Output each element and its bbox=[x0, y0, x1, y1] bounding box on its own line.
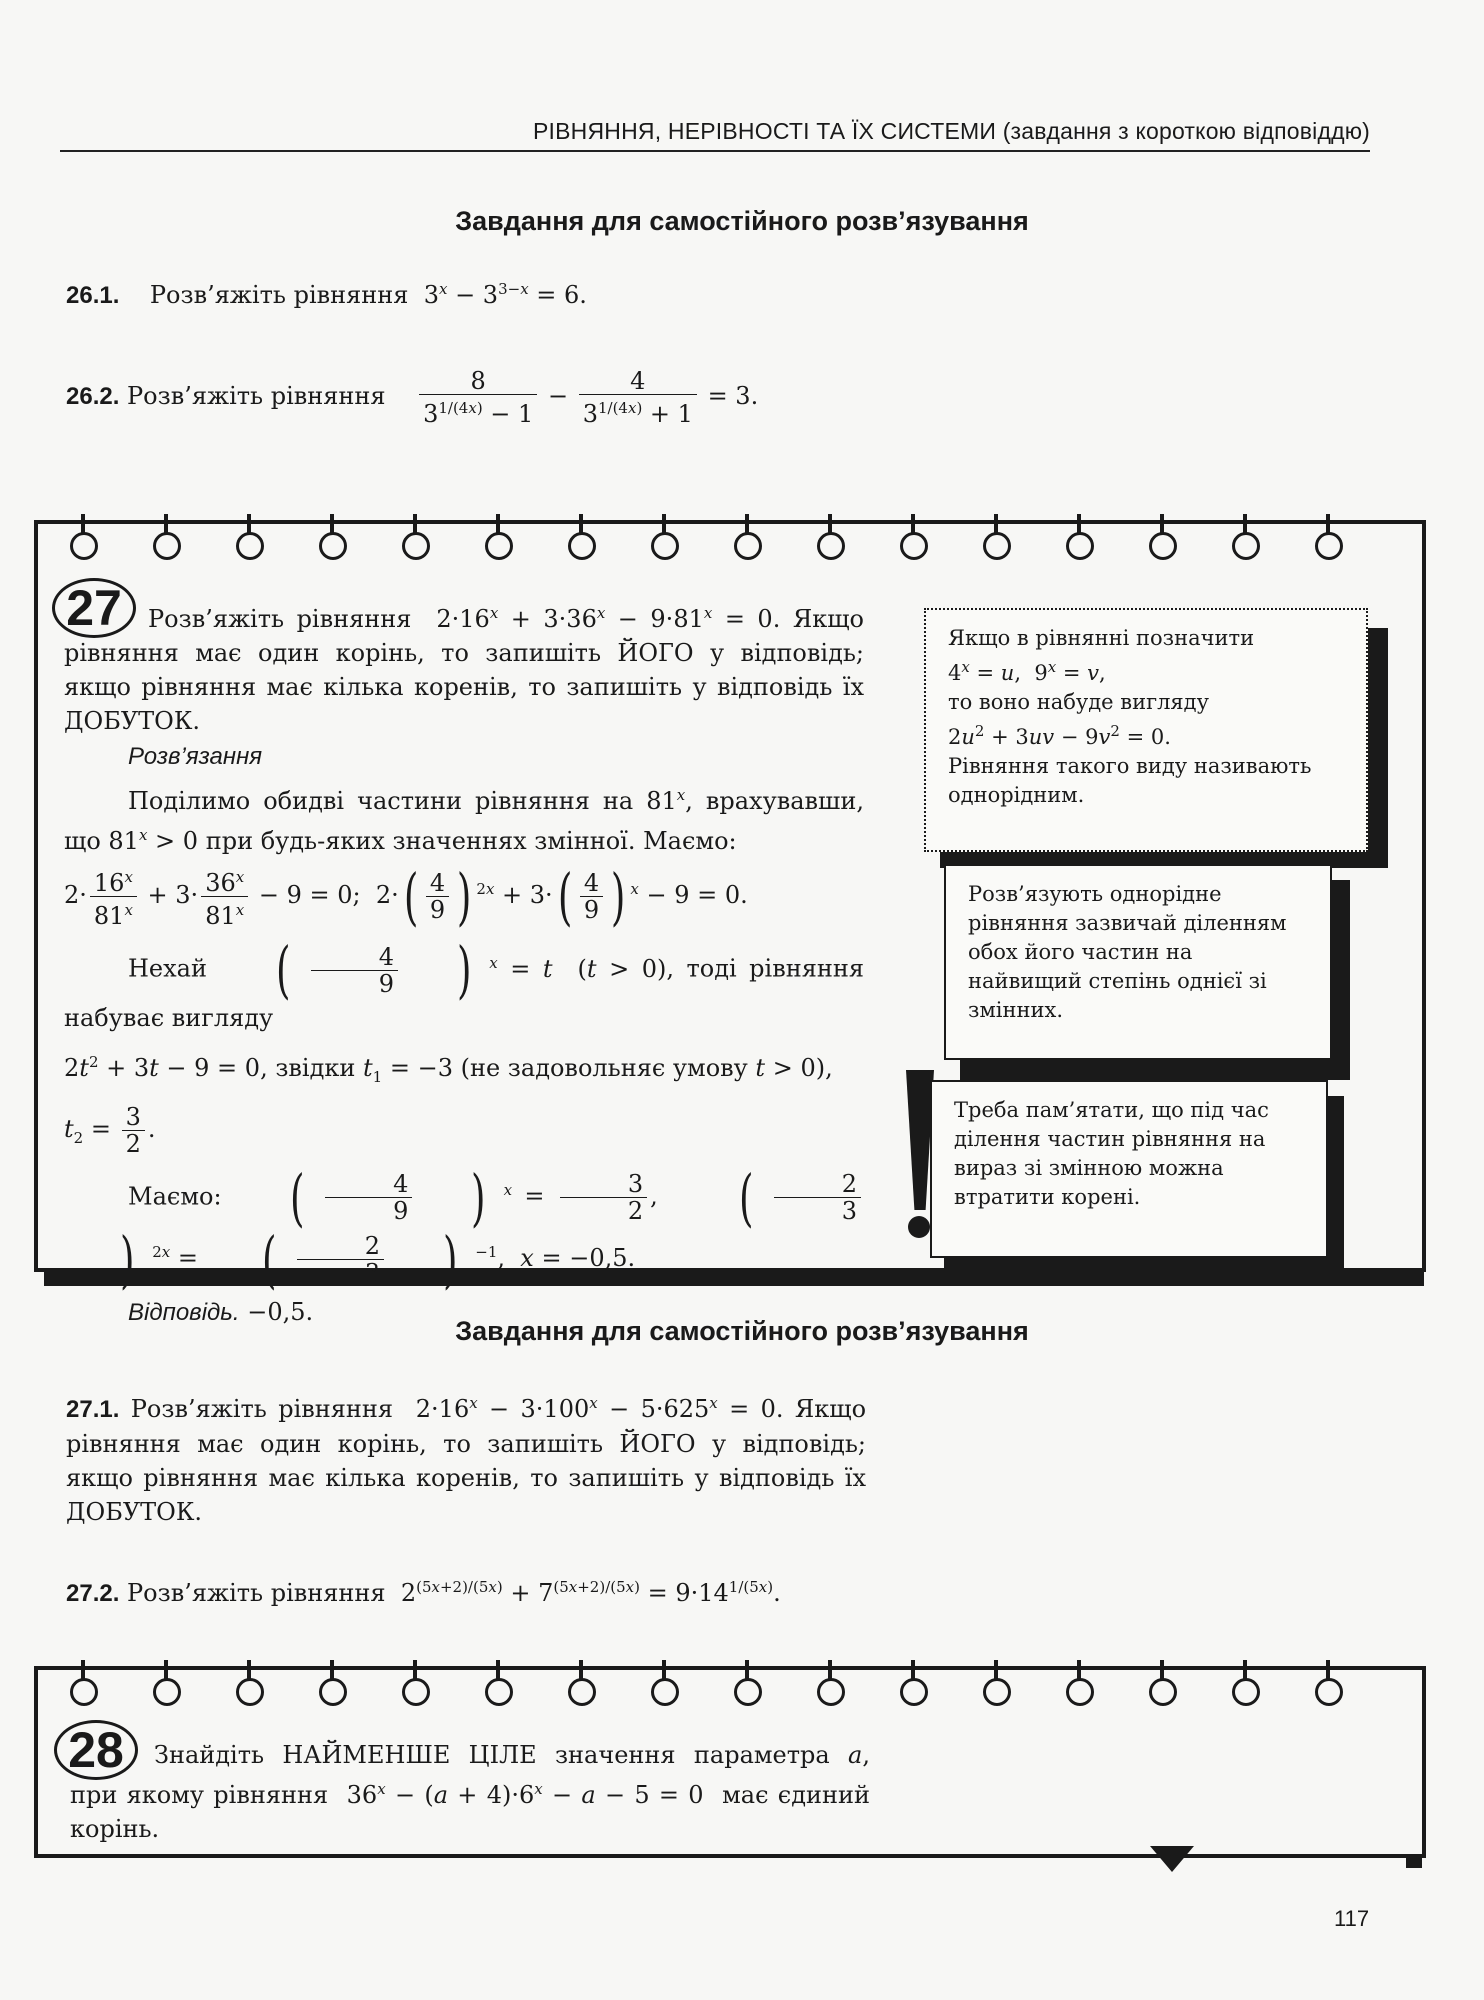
task-27-badge: 27 bbox=[52, 578, 136, 638]
ring bbox=[1315, 532, 1343, 560]
ring bbox=[485, 532, 513, 560]
task-27-statement-tail: . Якщо рівняння має один корінь, то запишіть ЙОГО у відповідь; якщо рівняння має кілька коренів, то запишіть у відповідь їх ДОБУТОК. bbox=[64, 605, 864, 735]
ring bbox=[1232, 1678, 1260, 1706]
ring bbox=[900, 532, 928, 560]
ring bbox=[70, 532, 98, 560]
note-equation: $2u^2 + 3uv - 9v^2 = 0$. bbox=[948, 722, 1171, 749]
equation: $81^x > 0$ bbox=[108, 826, 199, 855]
task-27-statement: Розв’яжіть рівняння bbox=[148, 605, 412, 633]
ring bbox=[1066, 532, 1094, 560]
ring bbox=[568, 1678, 596, 1706]
equation: $36^x - (a + 4)\cdot 6^x - a - 5 = 0$ bbox=[337, 1780, 713, 1809]
ring bbox=[1232, 532, 1260, 560]
answer-label: Відповідь. bbox=[128, 1298, 240, 1326]
equation: $3^x - 3^{3-x} = 6$. bbox=[423, 280, 587, 309]
section-title-2: Завдання для самостійного розв’язування bbox=[455, 1316, 1029, 1346]
section-title-1: Завдання для самостійного розв’язування bbox=[455, 206, 1029, 236]
task-26-1 bbox=[66, 272, 587, 313]
ring bbox=[402, 1678, 430, 1706]
note-equation: $4^x = u$, $9^x = v$, bbox=[948, 658, 1106, 685]
task-text: Розв’яжіть рівняння bbox=[130, 1395, 394, 1423]
ring bbox=[983, 532, 1011, 560]
equation: $2\cdot 16^x - 3\cdot 100^x - 5\cdot 625^x = 0$ bbox=[404, 1394, 776, 1423]
ring bbox=[1315, 1678, 1343, 1706]
note-text: Якщо в рівнянні позначити bbox=[948, 626, 1255, 650]
task-28-text: , при якому рівняння bbox=[70, 1741, 870, 1809]
equation: $t_1 = -3$ bbox=[363, 1054, 453, 1086]
header-rule bbox=[60, 150, 1370, 152]
equation: t > 0), bbox=[755, 1054, 833, 1082]
ring bbox=[1066, 1678, 1094, 1706]
equation: ( $\frac{4}{9}$ ) $^x$ = $\frac{3}{2}$ , ( $\frac{2}{3}$ ) $^{2x}$ = ( $\frac{2}{3}$ ) $^{-1}$, x = −0,5. bbox=[64, 1182, 864, 1272]
note-text: Рівняння такого виду називають однорідним. bbox=[948, 754, 1312, 807]
task-27-1 bbox=[66, 1386, 866, 1529]
ring bbox=[236, 1678, 264, 1706]
solution-step: , врахувавши, що bbox=[64, 787, 864, 855]
note-solving-method: Розв’язують однорідне рівняння зазвичай діленням обох його частин на найвищий степінь однієї зі змінних. bbox=[944, 864, 1332, 1060]
ring bbox=[236, 532, 264, 560]
page-number: 117 bbox=[1334, 1906, 1370, 1931]
solution-label: Розв’язання bbox=[128, 743, 263, 770]
task-27-body bbox=[64, 596, 864, 1330]
ring bbox=[153, 1678, 181, 1706]
task-number: 26.1. bbox=[66, 282, 120, 309]
solution-step: Маємо: bbox=[128, 1182, 222, 1211]
ring bbox=[983, 1678, 1011, 1706]
ring bbox=[402, 532, 430, 560]
ring bbox=[651, 532, 679, 560]
task-number: 27.1. bbox=[66, 1396, 120, 1423]
task-28-text: має єдиний корінь. bbox=[70, 1781, 871, 1843]
task-28-text: Знайдіть НАЙМЕНШЕ ЦІЛЕ значення параметра bbox=[154, 1741, 830, 1769]
answer-value: −0,5. bbox=[247, 1297, 314, 1326]
equation: $2t^2 + 3t - 9 = 0$ bbox=[64, 1053, 261, 1082]
equation-line: 2· $\frac{16^x}{81^x}$ + 3· $\frac{36^x}{81^x}$ − 9 = 0; 2·( $\frac{4}{9}$ ) $^{2x}$ + 3·( $\frac{4}{9}$ ) $^x$ − 9 = 0. bbox=[64, 859, 748, 933]
task-text: Розв’яжіть рівняння bbox=[127, 382, 386, 410]
solution-step: , тоді рівняння набуває вигляду bbox=[64, 954, 864, 1032]
ring bbox=[70, 1678, 98, 1706]
equation: 81$^x$ bbox=[646, 786, 686, 815]
equation: $2^{(5x+2)/(5x)} + 7^{(5x+2)/(5x)} = 9\cdot 14^{1/(5x)}$. bbox=[400, 1578, 781, 1607]
equation: ( $\frac{4}{9}$ ) $^x$ = t (t > 0) bbox=[275, 933, 667, 1006]
task-number: 26.2. bbox=[66, 383, 120, 410]
ring bbox=[817, 532, 845, 560]
note-homogeneous-substitution bbox=[924, 608, 1368, 852]
note-text: то воно набуде вигляду bbox=[948, 690, 1209, 714]
task-27-2 bbox=[66, 1570, 781, 1611]
equation-line: $t_2$ = $\frac{3}{2}$ . bbox=[64, 1102, 156, 1158]
ring bbox=[1149, 1678, 1177, 1706]
task-28-badge: 28 bbox=[54, 1720, 138, 1780]
ring bbox=[153, 532, 181, 560]
task-26-2 bbox=[66, 368, 758, 427]
solution-step: Поділимо обидві частини рівняння на bbox=[128, 787, 634, 815]
task-text: Розв’яжіть рівняння bbox=[127, 1579, 386, 1607]
solution-step: , звідки bbox=[260, 1054, 356, 1082]
equation: $\frac{8}{3^{1/(4x)} - 1}$ − $\frac{4}{3^{1/(4x)} + 1}$ = 3. bbox=[416, 382, 758, 410]
running-header: РІВНЯННЯ, НЕРІВНОСТІ ТА ЇХ СИСТЕМИ (завдання з короткою відповіддю) bbox=[533, 118, 1370, 144]
solution-step: Нехай bbox=[128, 954, 207, 983]
task-text-tail: . Якщо рівняння має один корінь, то запишіть ЙОГО у відповідь; якщо рівняння має кілька коренів, то запишіть у відповідь їх ДОБУТОК. bbox=[66, 1395, 867, 1526]
solution-step: (не задовольняє умову bbox=[460, 1054, 748, 1082]
ring bbox=[1149, 532, 1177, 560]
param-a: a bbox=[848, 1741, 863, 1769]
solution-step: при будь-яких значеннях змінної. Маємо: bbox=[205, 827, 737, 855]
ring bbox=[734, 1678, 762, 1706]
task-text: Розв’яжіть рівняння bbox=[149, 281, 409, 309]
equation: $2\cdot 16^x + 3\cdot 36^x - 9\cdot 81^x = 0$ bbox=[423, 604, 773, 633]
arrow-down-icon bbox=[1150, 1846, 1194, 1872]
task-28-body bbox=[70, 1738, 870, 1846]
ring bbox=[319, 1678, 347, 1706]
ring bbox=[651, 1678, 679, 1706]
ring bbox=[734, 532, 762, 560]
note-warning: Треба пам’ятати, що під час ділення частин рівняння на вираз зі змінною можна втратити корені. bbox=[930, 1080, 1328, 1258]
ring bbox=[568, 532, 596, 560]
ring bbox=[485, 1678, 513, 1706]
ring bbox=[817, 1678, 845, 1706]
task-number: 27.2. bbox=[66, 1580, 120, 1607]
ring bbox=[319, 532, 347, 560]
ring bbox=[900, 1678, 928, 1706]
